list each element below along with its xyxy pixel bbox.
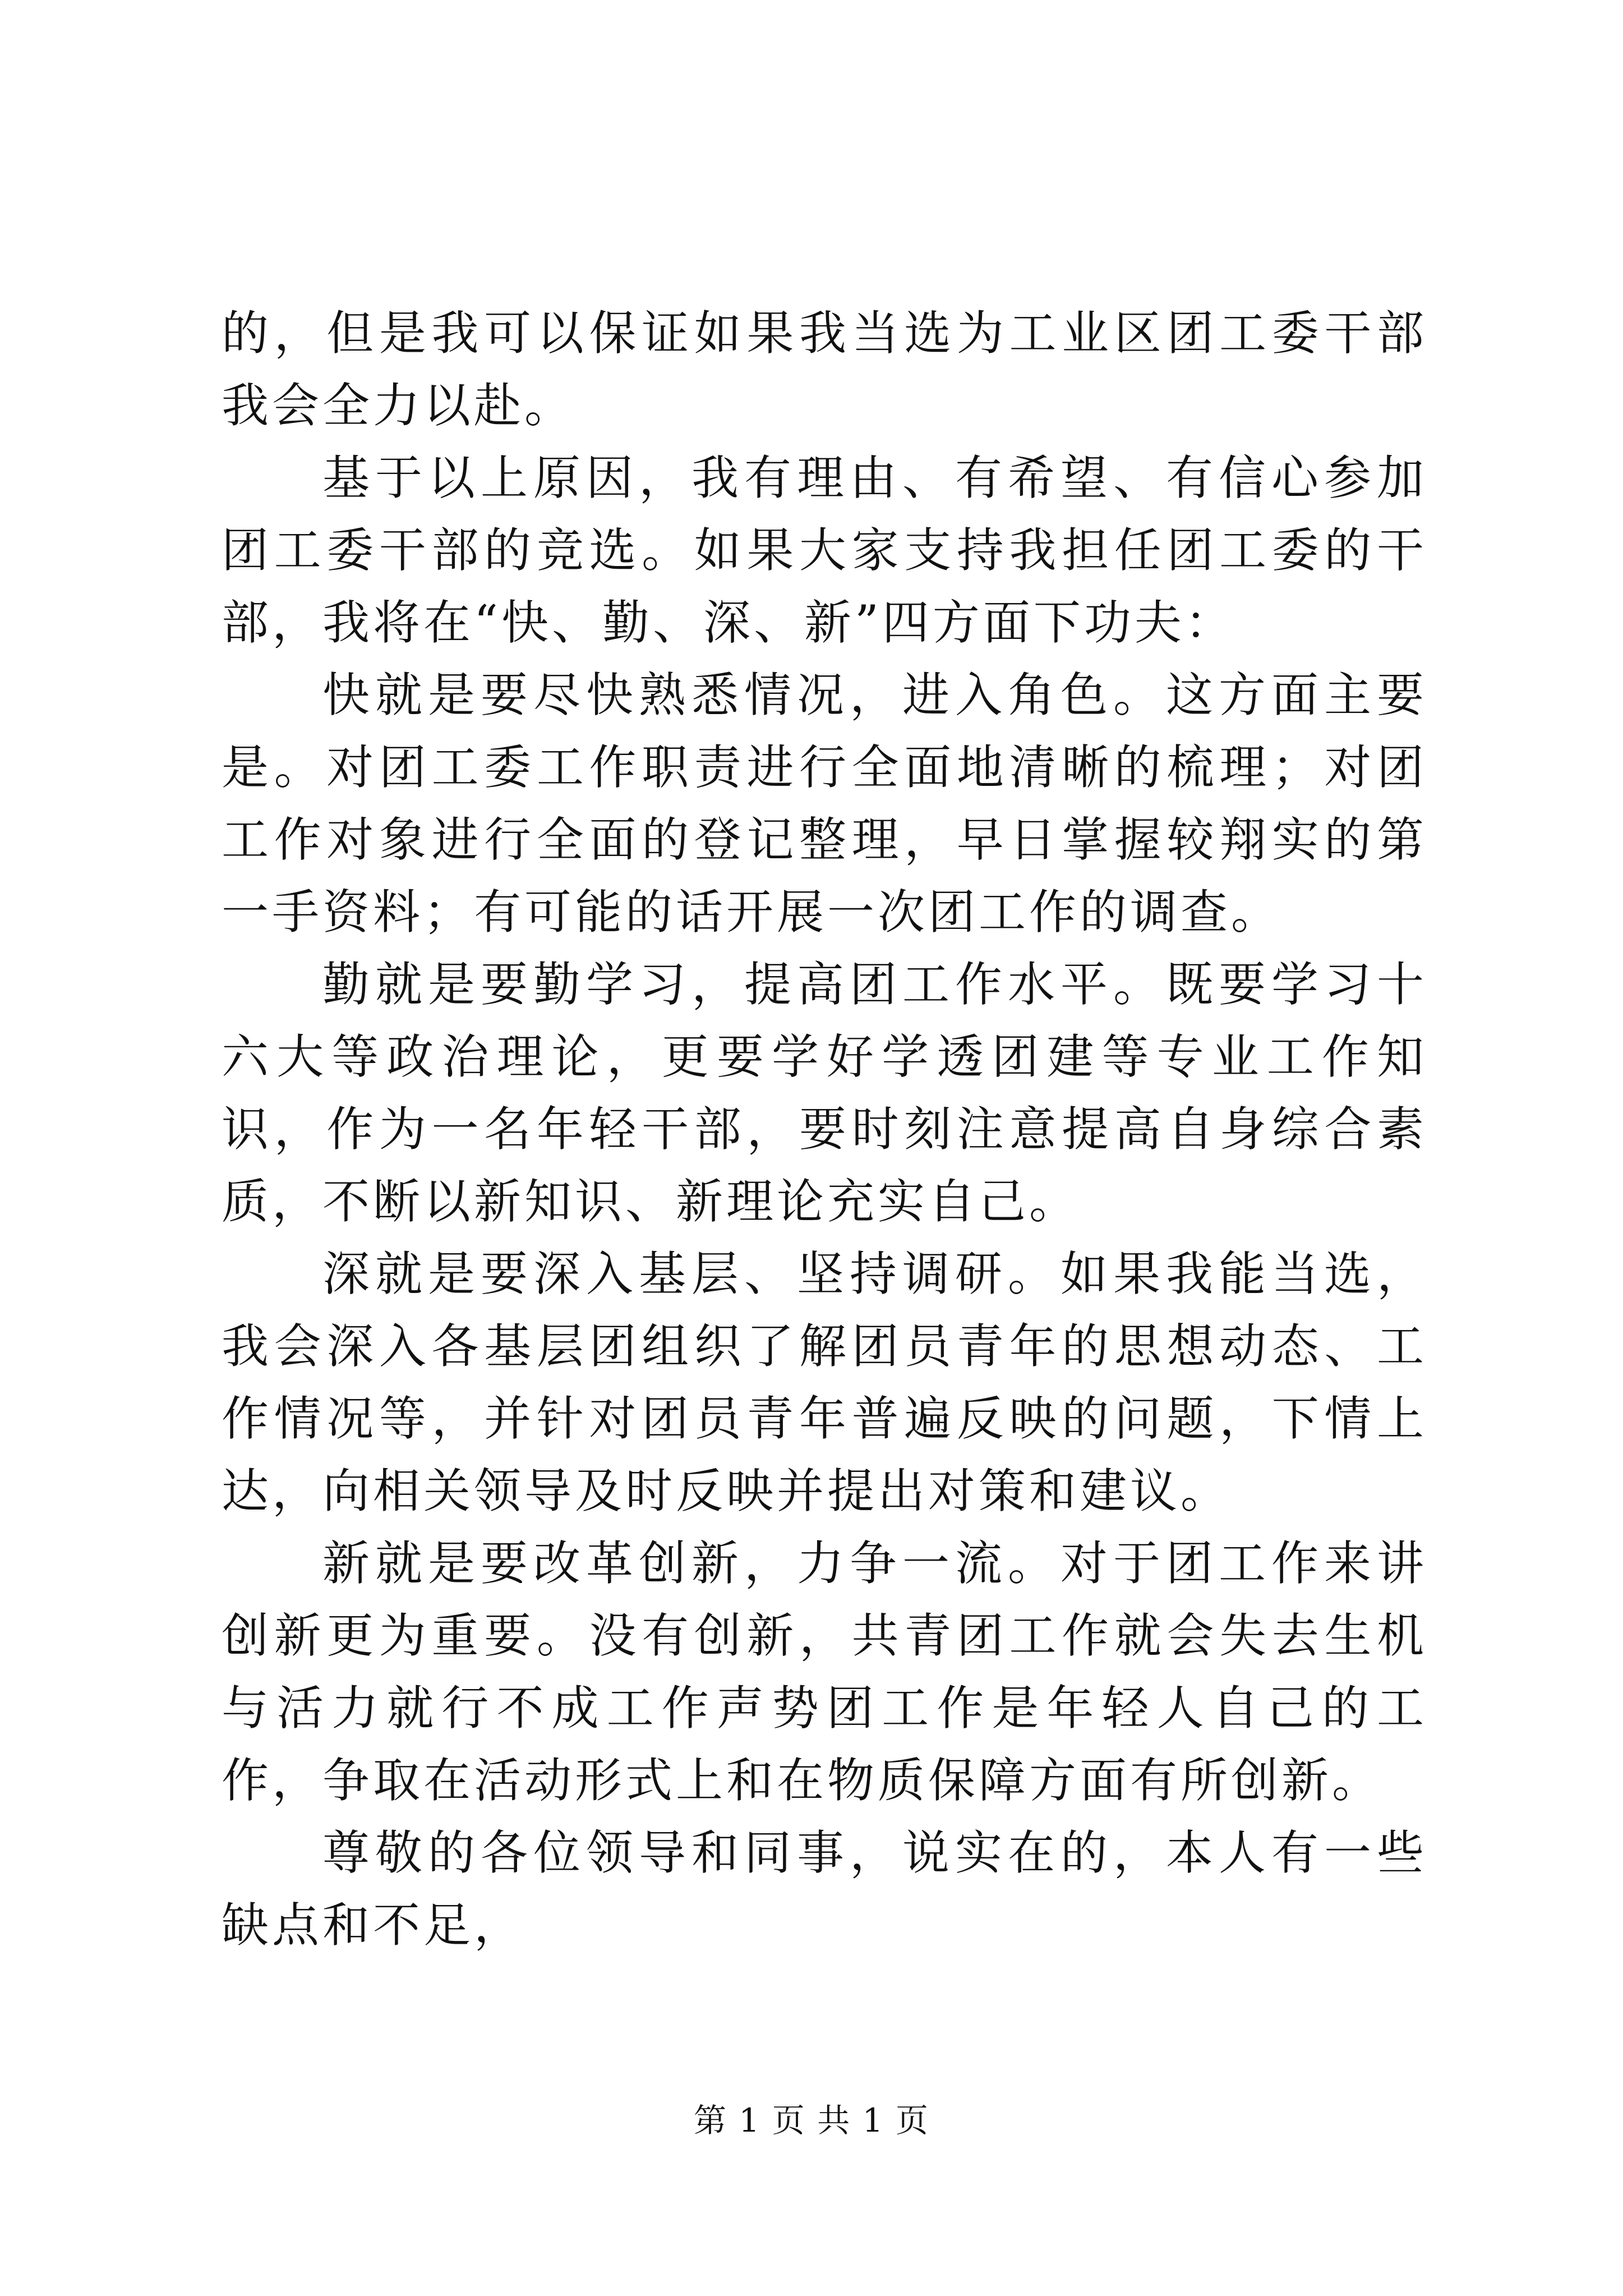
- document-body: [222, 297, 1427, 1962]
- paragraph-fast: 快就是要尽快熟悉情况，进入角色。这方面主要是。对团工委工作职责进行全面地清晰的梳理；对团工作对象进行全面的登记整理，早日掌握较翔实的第一手资料；有可能的话开展一次团工作的调查。: [222, 668, 1427, 940]
- paragraph-new: 新就是要改革创新，力争一流。对于团工作来讲创新更为重要。没有创新，共青团工作就会失去生机与活力就行不成工作声势团工作是年轻人自己的工作，争取在活动形式上和在物质保障方面有所创新。: [222, 1536, 1427, 1808]
- paragraph-closing: 尊敬的各位领导和同事，说实在的，本人有一些缺点和不足，: [222, 1825, 1427, 1953]
- paragraph-reasons: 基于以上原因，我有理由、有希望、有信心参加团工委干部的竞选。如果大家支持我担任团工委的干部，我将在“快、勤、深、新”四方面下功夫：: [222, 450, 1427, 650]
- paragraph-diligent: 勤就是要勤学习，提高团工作水平。既要学习十六大等政治理论，更要学好学透团建等专业工作知识，作为一名年轻干部，要时刻注意提高自身综合素质，不断以新知识、新理论充实自己。: [222, 957, 1427, 1229]
- paragraph-deep: 深就是要深入基层、坚持调研。如果我能当选，我会深入各基层团组织了解团员青年的思想动态、工作情况等，并针对团员青年普遍反映的问题，下情上达，向相关领导及时反映并提出对策和建议。: [222, 1246, 1427, 1519]
- paragraph-continuation: 的，但是我可以保证如果我当选为工业区团工委干部我会全力以赴。: [222, 306, 1427, 433]
- page-footer: 第 1 页 共 1 页: [694, 2101, 929, 2139]
